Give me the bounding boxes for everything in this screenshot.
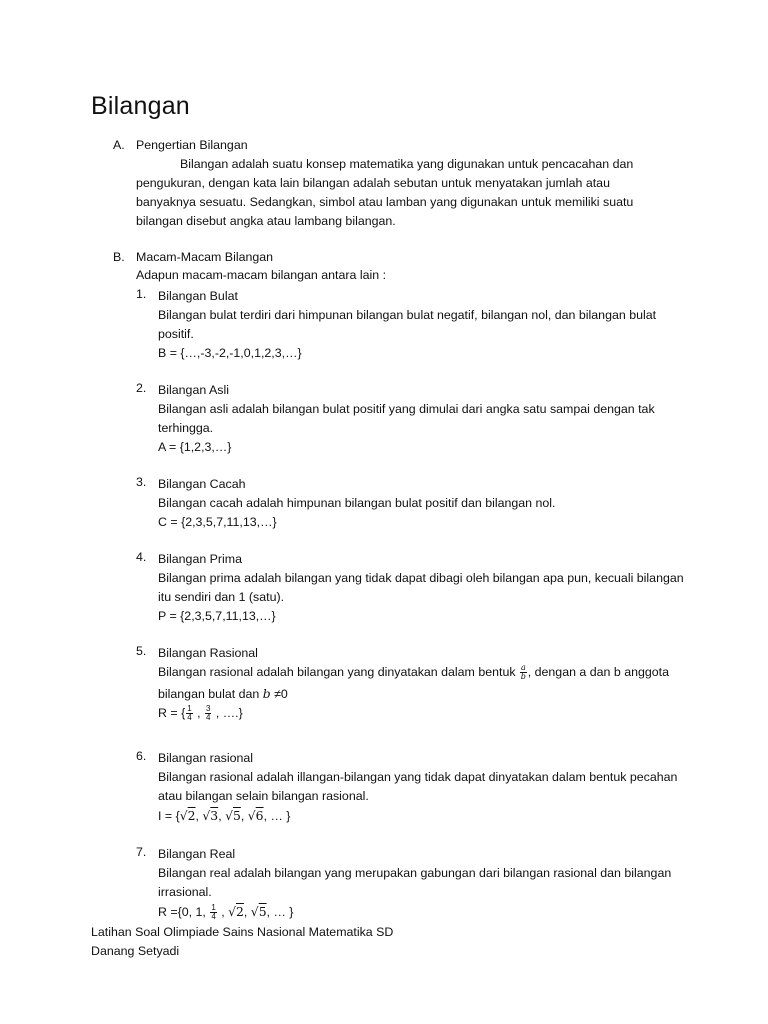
list-item (158, 381, 688, 457)
item-name: Bilangan Bulat (158, 289, 238, 303)
fraction: $\frac{3}{4}$ (206, 704, 211, 723)
item-description: Bilangan real adalah bilangan yang merupakan gabungan dari bilangan rasional dan bilangan irrasional. (158, 866, 672, 899)
item-number: 4. (136, 550, 147, 564)
item-number: 7. (136, 845, 147, 859)
item-name: Bilangan Prima (158, 552, 243, 566)
section-a-paragraph: Bilangan adalah suatu konsep matematika yang digunakan untuk pencacahan dan pengukuran, dengan kata lain bilangan adalah sebutan untuk menyatakan jumlah atau banyaknya sesuatu. Sedangkan, simbol atau lamban yang digunakan untuk memiliki suatu bilangan disebut angka atau lambang bilangan. (136, 157, 634, 228)
item-name: Bilangan Asli (158, 383, 229, 397)
item-set: C = {2,3,5,7,11,13,…} (158, 515, 277, 529)
item-description: Bilangan prima adalah bilangan yang tidak dapat dibagi oleh bilangan apa pun, kecuali bilangan itu sendiri dan 1 (satu). (158, 571, 684, 604)
item-description: Bilangan rasional adalah illangan-bilangan yang tidak dapat dinyatakan dalam bentuk pecahan atau bilangan selain bilangan rasional. (158, 770, 678, 803)
sqrt-expression: √6 (247, 808, 264, 823)
sqrt-expression: √2 (179, 808, 196, 823)
footer-title: Latihan Soal Olimpiade Sains Nasional Matematika SD (91, 925, 394, 939)
list-item (158, 475, 688, 532)
item-description: Bilangan asli adalah bilangan bulat positif yang dimulai dari angka satu sampai dengan tak terhingga. (158, 402, 655, 435)
item-set: P = {2,3,5,7,11,13,…} (158, 609, 276, 623)
fraction: $\frac{1}{4}$ (187, 704, 192, 723)
item-description-line2: bilangan bulat dan b ≠0 (158, 686, 288, 701)
footer-author: Danang Setyadi (91, 944, 180, 958)
item-number: 2. (136, 381, 147, 395)
list-item (158, 845, 688, 922)
item-set: R = { $\frac{1}{4}$ , $\frac{3}{4}$ , ….} (158, 704, 243, 723)
section-a-marker: A. (113, 138, 125, 152)
item-name: Bilangan Real (158, 847, 236, 861)
sqrt-expression: √5 (225, 808, 241, 823)
item-number: 6. (136, 749, 147, 763)
section-b-marker: B. (113, 250, 125, 264)
sqrt-expression: √5 (250, 904, 267, 919)
item-name: Bilangan Cacah (158, 477, 246, 491)
list-item (158, 749, 688, 826)
section-a-heading: Pengertian Bilangan (136, 138, 248, 152)
item-number: 1. (136, 287, 147, 301)
page-title: Bilangan (91, 92, 190, 120)
section-b-heading: Macam-Macam Bilangan (136, 250, 274, 264)
item-name: Bilangan rasional (158, 751, 254, 765)
list-item (158, 550, 688, 626)
item-number: 3. (136, 475, 147, 489)
list-item (158, 644, 688, 723)
item-set: B = {…,-3,-2,-1,0,1,2,3,…} (158, 346, 302, 360)
fraction: $\frac{1}{4}$ (211, 903, 216, 922)
item-name: Bilangan Rasional (158, 646, 258, 660)
item-set: R ={0, 1, $\frac{1}{4}$ , √2, √5, … } (158, 903, 294, 922)
section-b-intro: Adapun macam-macam bilangan antara lain : (136, 268, 387, 282)
item-number: 5. (136, 644, 147, 658)
list-item (158, 287, 688, 363)
sqrt-expression: √2 (228, 904, 244, 919)
fraction-a-over-b: $\frac{a}{b}$ (520, 663, 526, 682)
item-set: A = {1,2,3,…} (158, 440, 232, 454)
sqrt-expression: √3 (202, 808, 219, 823)
item-description: Bilangan bulat terdiri dari himpunan bilangan bulat negatif, bilangan nol, dan bilangan bulat positif. (158, 308, 657, 341)
item-description: Bilangan cacah adalah himpunan bilangan bulat positif dan bilangan nol. (158, 496, 556, 510)
item-description: Bilangan rasional adalah bilangan yang dinyatakan dalam bentuk $\frac{a}{b}$ , dengan a dan b anggota (158, 663, 669, 682)
item-set: I = {√2, √3, √5, √6, … } (158, 808, 291, 823)
